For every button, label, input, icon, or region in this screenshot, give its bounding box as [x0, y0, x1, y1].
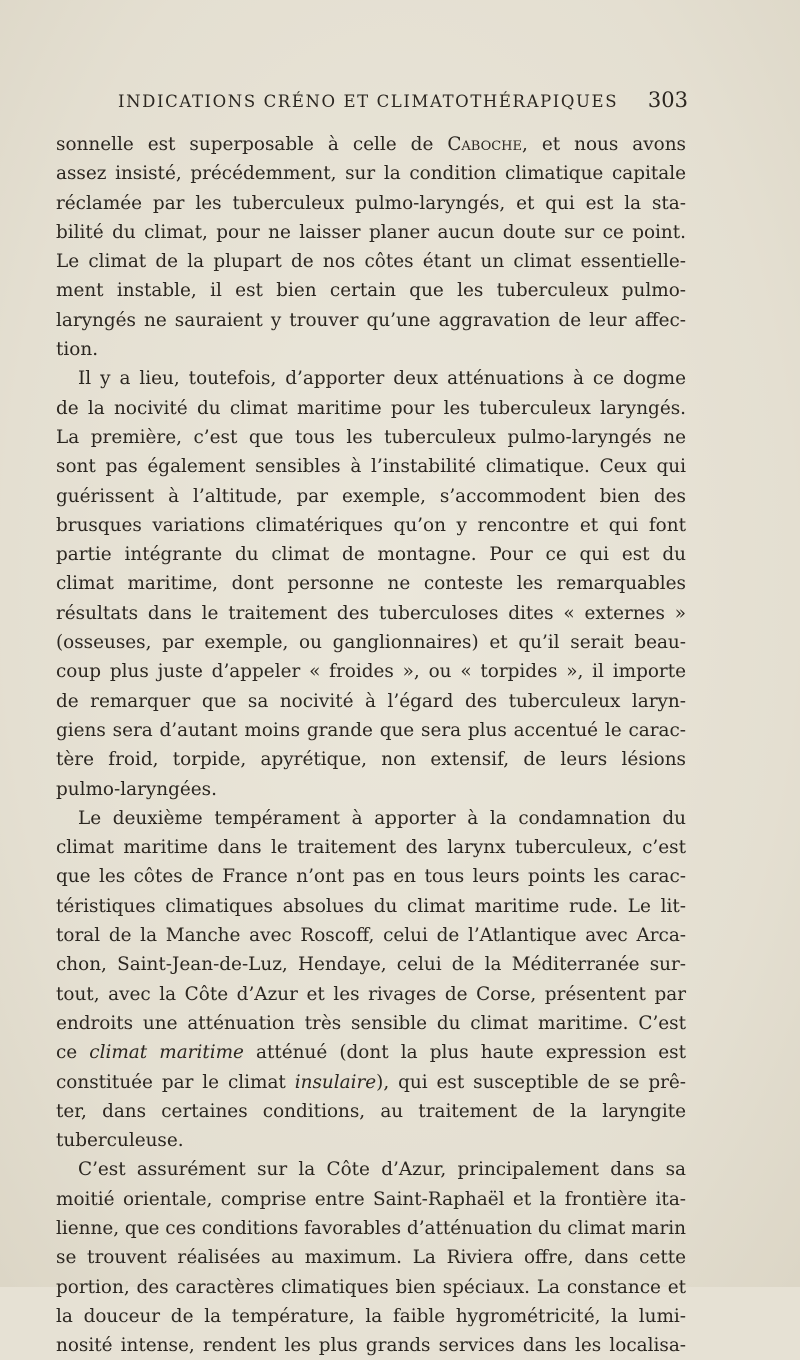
text-line: sont pas également sensibles à l’instabilité climatique. Ceux qui	[56, 456, 686, 478]
text-line: partie intégrante du climat de montagne. Pour ce qui est du	[56, 544, 686, 566]
text-segment: ce	[56, 1042, 90, 1064]
text-line	[56, 130, 686, 159]
text-line: de la nocivité du climat maritime pour les tuberculeux laryngés.	[56, 397, 686, 419]
text-line: portion, des caractères climatiques bien spéciaux. La constance et	[56, 1276, 686, 1298]
text-line: giens sera d’autant moins grande que sera plus accentué le carac-	[56, 719, 686, 741]
paragraph-start-line: C’est assurément sur la Côte d’Azur, principalement dans sa	[78, 1159, 686, 1181]
text-line: ter, dans certaines conditions, au traitement de la laryngite	[56, 1100, 686, 1122]
text-line: climat maritime dans le traitement des larynx tuberculeux, c’est	[56, 837, 686, 859]
running-head: INDICATIONS CRÉNO ET CLIMATOTHÉRAPIQUES	[118, 92, 619, 111]
text-line: que les côtes de France n’ont pas en tous leurs points les carac-	[56, 866, 686, 888]
text-line: bilité du climat, pour ne laisser planer aucun doute sur ce point.	[56, 221, 686, 243]
text-line: toral de la Manche avec Roscoff, celui de l’Atlantique avec Arca-	[56, 925, 686, 947]
text-line: se trouvent réalisées au maximum. La Riviera offre, dans cette	[56, 1247, 686, 1269]
text-line: téristiques climatiques absolues du climat maritime rude. Le lit-	[56, 895, 686, 917]
text-line: la douceur de la température, la faible hygrométricité, la lumi-	[56, 1305, 686, 1327]
body-text	[56, 130, 686, 1360]
text-segment: ), qui est susceptible de se prê-	[376, 1071, 686, 1093]
text-line: tère froid, torpide, apyrétique, non extensif, de leurs lésions	[56, 749, 686, 771]
italic-term: climat maritime	[89, 1042, 244, 1064]
author-name-small-caps: Caboche	[447, 134, 523, 155]
text-line: coup plus juste d’appeler « froides », ou « torpides », il importe	[56, 661, 686, 683]
text-line: résultats dans le traitement des tuberculoses dites « externes »	[56, 602, 686, 624]
text-line: pulmo-laryngées.	[56, 778, 217, 800]
text-line: lienne, que ces conditions favorables d’atténuation du climat marin	[56, 1217, 686, 1239]
page-number: 303	[647, 88, 688, 112]
text-line: endroits une atténuation très sensible du climat maritime. C’est	[56, 1012, 686, 1034]
text-line: assez insisté, précédemment, sur la condition climatique capitale	[56, 163, 686, 185]
text-line: de remarquer que sa nocivité à l’égard des tuberculeux laryn-	[56, 690, 686, 712]
text-line: nosité intense, rendent les plus grands services dans les localisa-	[56, 1335, 686, 1357]
text-segment: , et nous avons	[522, 134, 686, 155]
text-line: ment instable, il est bien certain que les tuberculeux pulmo-	[56, 280, 686, 302]
text-line: tuberculeuse.	[56, 1130, 184, 1152]
text-line: climat maritime, dont personne ne conteste les remarquables	[56, 573, 686, 595]
text-segment: atténué (dont la plus haute expression est	[243, 1042, 686, 1064]
text-segment: constituée par le climat	[56, 1071, 295, 1093]
text-line: tion.	[56, 339, 99, 361]
text-line	[56, 1068, 686, 1097]
paragraph-start-line: Le deuxième tempérament à apporter à la condamnation du	[78, 807, 686, 829]
page-header	[118, 88, 688, 118]
text-line: guérissent à l’altitude, par exemple, s’accommodent bien des	[56, 485, 686, 507]
paragraph-start-line: Il y a lieu, toutefois, d’apporter deux atténuations à ce dogme	[78, 368, 686, 390]
text-line: brusques variations climatériques qu’on y rencontre et qui font	[56, 514, 686, 536]
text-segment: sonnelle est superposable à celle de	[56, 134, 448, 155]
text-line: tout, avec la Côte d’Azur et les rivages de Corse, présentent par	[56, 983, 686, 1005]
text-line: (osseuses, par exemple, ou ganglionnaires) et qu’il serait beau-	[56, 632, 686, 654]
text-line: Le climat de la plupart de nos côtes étant un climat essentielle-	[56, 251, 686, 273]
text-line: moitié orientale, comprise entre Saint-Raphaël et la frontière ita-	[56, 1188, 686, 1210]
text-line: La première, c’est que tous les tuberculeux pulmo-laryngés ne	[56, 426, 686, 448]
text-line: réclamée par les tuberculeux pulmo-laryngés, et qui est la sta-	[56, 192, 686, 214]
text-line	[56, 1038, 686, 1067]
text-line: laryngés ne sauraient y trouver qu’une aggravation de leur affec-	[56, 309, 686, 331]
italic-term: insulaire	[294, 1071, 377, 1093]
text-line: chon, Saint-Jean-de-Luz, Hendaye, celui de la Méditerranée sur-	[56, 954, 686, 976]
